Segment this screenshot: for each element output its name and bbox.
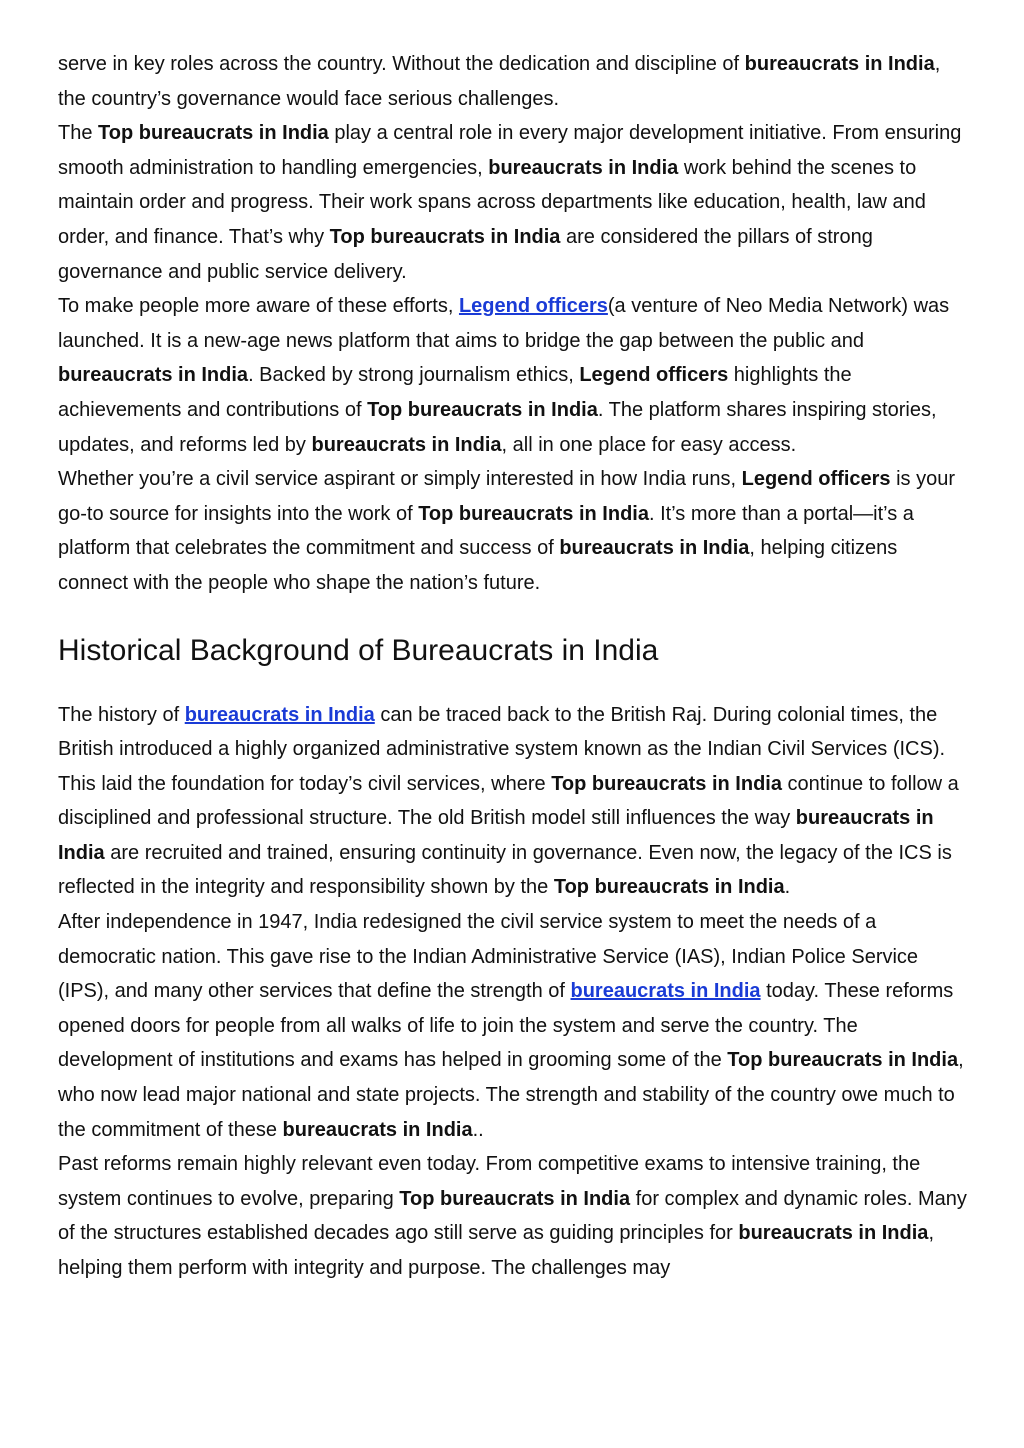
bold-term: bureaucrats in India [738, 1222, 929, 1245]
text-run: is your go-to source for insights into the work of [58, 468, 956, 525]
text-run: . It’s more than a portal—it’s a platform that celebrates the commitment and success of [58, 502, 914, 560]
bold-term: Top bureaucrats in India [399, 1187, 631, 1210]
text-run: , all in one place for easy access. [501, 433, 797, 456]
text-run: . The platform shares inspiring stories, updates, and reforms led by [58, 398, 937, 456]
link-legend-officers[interactable]: Legend officers [458, 295, 608, 318]
text-run: , helping them perform with integrity and purpose. The challenges may [58, 1222, 934, 1279]
paragraph-legend-officers-source [58, 462, 970, 600]
text-run: (a venture of Neo Media Network) was launched. It is a new-age news platform that aims to bridge the gap between the public and [58, 295, 950, 352]
paragraph-governance-intro [58, 47, 970, 116]
link-bureaucrats-in-india[interactable]: bureaucrats in India [184, 703, 375, 726]
bold-term: bureaucrats in India [311, 433, 502, 456]
text-run: , helping citizens connect with the people who shape the nation’s future. [58, 537, 898, 594]
paragraph-top-bureaucrats-role [58, 116, 970, 289]
text-run: for complex and dynamic roles. Many of the structures established decades ago still serve as guiding principles for [58, 1187, 967, 1245]
text-run: . Backed by strong journalism ethics, [248, 364, 580, 387]
text-run: After independence in 1947, India redesigned the civil service system to meet the needs of a democratic nation. This gave rise to the Indian Administrative Service (IAS), Indian Police Service (IPS), and many other services that define the strength of [58, 911, 919, 1003]
bold-term: Top bureaucrats in India [551, 772, 782, 795]
text-run: continue to follow a disciplined and professional structure. The old British model still influences the way [58, 772, 959, 830]
bold-term: bureaucrats in India [744, 53, 935, 75]
bold-term: bureaucrats in India [488, 156, 679, 179]
bold-term: Legend officers [741, 468, 891, 491]
link-bureaucrats-in-india[interactable]: bureaucrats in India [570, 980, 761, 1003]
text-run: serve in key roles across the country. Without the dedication and discipline of [58, 53, 745, 75]
paragraph-past-reforms [58, 1147, 970, 1285]
text-run: To make people more aware of these efforts, [58, 295, 459, 318]
text-run: , who now lead major national and state projects. The strength and stability of the country owe much to the commitment of these [58, 1049, 964, 1141]
text-run: are considered the pillars of strong governance and public service delivery. [58, 225, 873, 283]
section-heading-historical-background: Historical Background of Bureaucrats in India [58, 633, 659, 667]
bold-term: bureaucrats in India [559, 537, 750, 560]
text-run: The [58, 122, 99, 145]
text-run: highlights the achievements and contributions of [58, 364, 852, 421]
text-run: Whether you’re a civil service aspirant or simply interested in how India runs, [58, 468, 742, 491]
bold-term: Top bureaucrats in India [727, 1049, 959, 1072]
paragraph-legend-officers-launch [58, 289, 970, 462]
text-run: .. [472, 1118, 484, 1141]
text-run: can be traced back to the British Raj. During colonial times, the British introduced a highly organized administrative system known as the Indian Civil Services (ICS). This laid the foundation for today’s civil services, where [58, 703, 946, 795]
text-run: The history of [58, 703, 185, 726]
bold-term: Legend officers [579, 364, 729, 387]
bold-term: Top bureaucrats in India [329, 225, 561, 248]
text-run: Past reforms remain highly relevant even today. From competitive exams to intensive training, the system continues to evolve, preparing [58, 1153, 921, 1210]
text-run: . [784, 876, 791, 899]
bold-term: bureaucrats in India [58, 807, 934, 864]
text-run: are recruited and trained, ensuring continuity in governance. Even now, the legacy of the ICS is reflected in the integrity and responsibility shown by the [58, 841, 952, 899]
bold-term: Top bureaucrats in India [418, 502, 649, 525]
paragraph-british-raj-history [58, 698, 970, 906]
bold-term: bureaucrats in India [58, 364, 249, 387]
text-run: work behind the scenes to maintain order and progress. Their work spans across departments like education, health, law and order, and finance. That’s why [58, 156, 926, 248]
text-run: , the country’s governance would face serious challenges. [58, 53, 941, 110]
bold-term: Top bureaucrats in India [367, 398, 598, 421]
bold-term: Top bureaucrats in India [553, 876, 785, 899]
bold-term: bureaucrats in India [282, 1118, 473, 1141]
bold-term: Top bureaucrats in India [98, 122, 329, 145]
text-run: today. These reforms opened doors for people from all walks of life to join the system and serve the country. The development of institutions and exams has helped in grooming some of the [58, 980, 954, 1072]
paragraph-post-independence [58, 905, 970, 1147]
text-run: play a central role in every major development initiative. From ensuring smooth administration to handling emergencies, [58, 122, 962, 179]
